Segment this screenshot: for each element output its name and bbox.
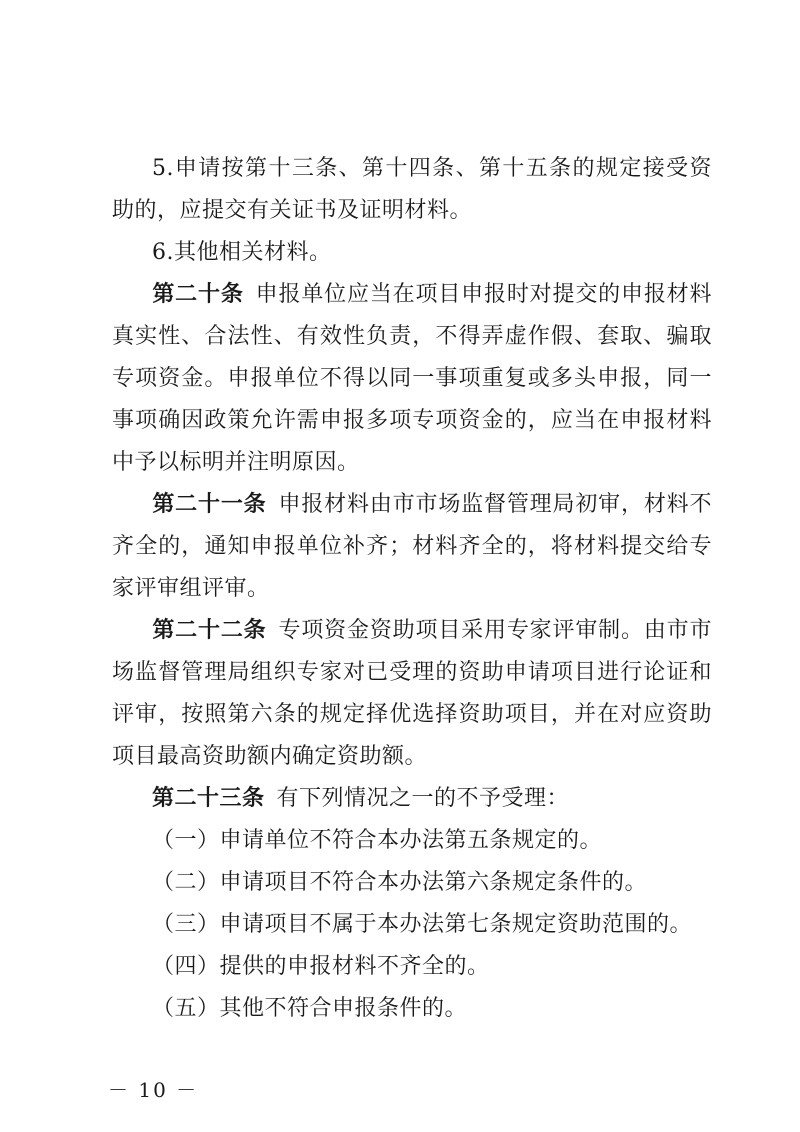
paragraph-clause-5 xyxy=(112,988,712,1030)
paragraph-clause-1 xyxy=(112,820,712,862)
paragraph-text: （二）申请项目不符合本办法第六条规定条件的。 xyxy=(152,870,648,895)
page-number: － 10 － xyxy=(108,1078,199,1102)
paragraph-item-5 xyxy=(112,148,712,232)
paragraph-clause-2 xyxy=(112,862,712,904)
article-label: 第二十一条 xyxy=(152,492,267,517)
article-label: 第二十条 xyxy=(152,282,244,307)
paragraph-article-23 xyxy=(112,778,712,820)
paragraph-article-22 xyxy=(112,610,712,778)
paragraph-clause-4 xyxy=(112,946,712,988)
paragraph-text: 有下列情况之一的不予受理： xyxy=(276,786,570,811)
paragraph-text: 申报材料由市市场监督管理局初审，材料不齐全的，通知申报单位补齐；材料齐全的，将材料提交给专家评审组评审。 xyxy=(112,492,712,601)
paragraph-text: 专项资金资助项目采用专家评审制。由市市场监督管理局组织专家对已受理的资助申请项目进行论证和评审，按照第六条的规定择优选择资助项目，并在对应资助项目最高资助额内确定资助额。 xyxy=(112,618,712,769)
paragraph-text: （三）申请项目不属于本办法第七条规定资助范围的。 xyxy=(152,912,693,937)
article-label: 第二十三条 xyxy=(152,786,265,811)
paragraph-text: （五）其他不符合申报条件的。 xyxy=(152,996,468,1021)
paragraph-article-20 xyxy=(112,274,712,484)
paragraph-text: 5.申请按第十三条、第十四条、第十五条的规定接受资助的，应提交有关证书及证明材料。 xyxy=(112,156,712,223)
paragraph-text: 申报单位应当在项目申报时对提交的申报材料真实性、合法性、有效性负责，不得弄虚作假、套取、骗取专项资金。申报单位不得以同一事项重复或多头申报，同一事项确因政策允许需申报多项专项资金的，应当在申报材料中予以标明并注明原因。 xyxy=(112,282,712,475)
paragraph-item-6 xyxy=(112,232,712,274)
paragraph-text: （一）申请单位不符合本办法第五条规定的。 xyxy=(152,828,603,853)
paragraph-clause-3 xyxy=(112,904,712,946)
article-label: 第二十二条 xyxy=(152,618,267,643)
paragraph-article-21 xyxy=(112,484,712,610)
paragraph-text: （四）提供的申报材料不齐全的。 xyxy=(152,954,490,979)
paragraph-text: 6.其他相关材料。 xyxy=(152,240,332,265)
